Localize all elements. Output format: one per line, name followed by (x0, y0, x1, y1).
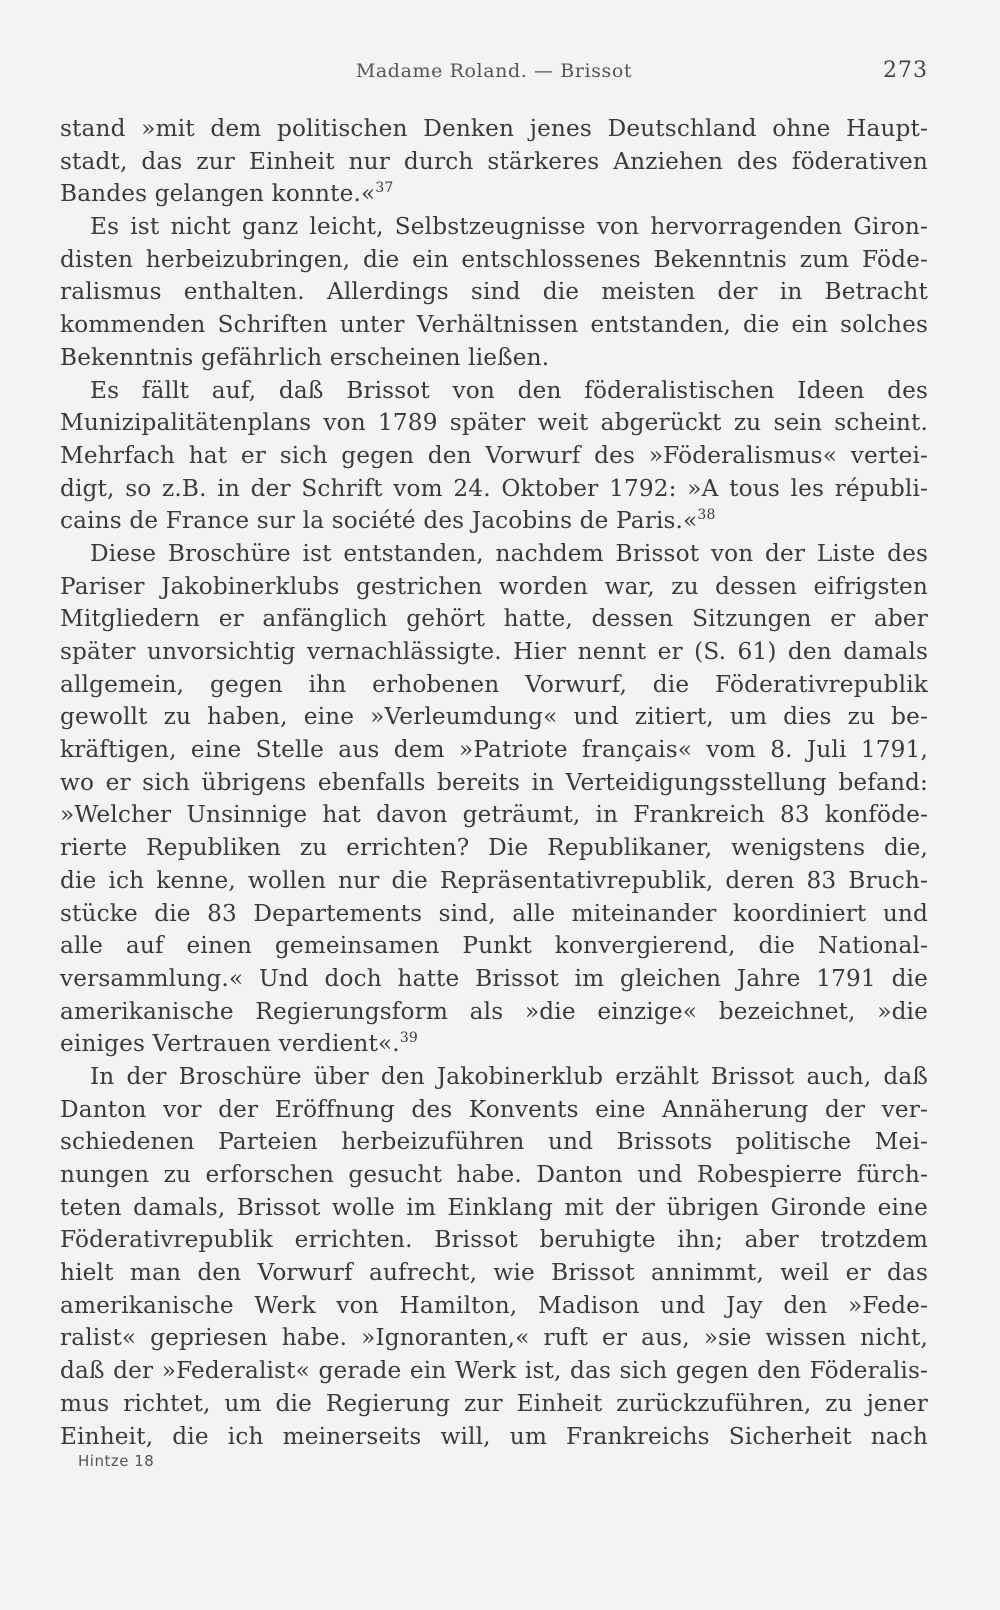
line-text: amerikanische Regierungsform als »die einzige« bezeichnet, »die (60, 997, 928, 1025)
text-line (60, 1322, 928, 1355)
text-line (60, 1224, 928, 1257)
footnote-reference: 39 (399, 1030, 418, 1047)
line-text: Diese Broschüre ist entstanden, nachdem Brissot von der Liste des (90, 539, 928, 567)
line-text: später unvorsichtig vernachlässigte. Hier nennt er (S. 61) den damals (60, 638, 928, 665)
text-line (60, 701, 928, 734)
text-line (60, 505, 928, 538)
line-text: einiges Vertrauen verdient«. (60, 1030, 400, 1058)
line-text: alle auf einen gemeinsamen Punkt konvergierend, die National- (60, 932, 928, 960)
text-line (60, 1159, 928, 1192)
text-line (60, 799, 928, 832)
text-line (60, 1126, 928, 1159)
text-line (60, 832, 928, 865)
text-line (60, 963, 928, 996)
text-line (60, 146, 928, 179)
line-text: Munizipalitätenplans von 1789 später weit abgerückt zu sein scheint. (60, 409, 928, 437)
text-line (60, 603, 928, 636)
text-line (60, 211, 928, 244)
running-head (60, 58, 928, 88)
line-text: stand »mit dem politischen Denken jenes Deutschland ohne Haupt- (60, 115, 928, 142)
line-text: teten damals, Brissot wolle im Einklang mit der übrigen Gironde eine (60, 1193, 928, 1221)
line-text: ralist« gepriesen habe. »Ignoranten,« ruft er aus, »sie wissen nicht, (60, 1324, 928, 1352)
line-text: stadt, das zur Einheit nur durch stärkeres Anziehen des föderativen (60, 147, 928, 175)
text-line (60, 734, 928, 767)
text-line (60, 309, 928, 342)
running-title: Madame Roland. — Brissot (355, 60, 633, 82)
line-text: Es ist nicht ganz leicht, Selbstzeugnisse von hervorragenden Giron- (90, 213, 928, 241)
line-text: Danton vor der Eröffnung des Konvents eine Annäherung der ver- (60, 1095, 928, 1123)
line-text: allgemein, gegen ihn erhobenen Vorwurf, die Föderativrepublik (60, 670, 928, 698)
line-text: versammlung.« Und doch hatte Brissot im gleichen Jahre 1791 die (60, 964, 928, 992)
line-text: nungen zu erforschen gesucht habe. Danton und Robespierre fürch- (60, 1161, 928, 1188)
text-line (60, 1257, 928, 1290)
line-text: digt, so z.B. in der Schrift vom 24. Oktober 1792: »A tous les républi- (60, 474, 928, 502)
text-line (60, 1192, 928, 1225)
line-text: Es fällt auf, daß Brissot von den föderalistischen Ideen des (90, 376, 928, 404)
line-text: amerikanische Werk von Hamilton, Madison und Jay den »Fede- (60, 1291, 928, 1319)
body-text (60, 113, 928, 1453)
text-line (60, 342, 928, 375)
line-text: die ich kenne, wollen nur die Repräsentativrepublik, deren 83 Bruch- (60, 866, 928, 894)
line-text: Einheit, die ich meinerseits will, um Frankreichs Sicherheit nach (60, 1422, 928, 1450)
line-text: ralismus enthalten. Allerdings sind die meisten der in Betracht (60, 278, 928, 306)
line-text: Mitgliedern er anfänglich gehört hatte, dessen Sitzungen er aber (60, 605, 928, 633)
text-line (60, 767, 928, 800)
text-line (60, 375, 928, 408)
line-text: Bandes gelangen konnte.« (60, 180, 376, 208)
text-line (60, 538, 928, 571)
line-text: In der Broschüre über den Jakobinerklub erzählt Brissot auch, daß (90, 1062, 928, 1090)
line-text: mus richtet, um die Regierung zur Einheit zurückzuführen, zu jener (60, 1389, 928, 1417)
line-text: hielt man den Vorwurf aufrecht, wie Brissot annimmt, weil er das (60, 1259, 928, 1287)
footnote-reference: 37 (375, 180, 394, 197)
line-text: kräftigen, eine Stelle aus dem »Patriote français« vom 8. Juli 1791, (60, 736, 928, 764)
footnote-reference: 38 (697, 507, 716, 524)
line-text: schiedenen Parteien herbeizuführen und Brissots politische Mei- (60, 1128, 928, 1156)
text-line (60, 930, 928, 963)
line-text: Mehrfach hat er sich gegen den Vorwurf des »Föderalismus« vertei- (60, 441, 928, 469)
text-line (60, 636, 928, 669)
printer-signature: Hintze 18 (78, 1452, 155, 1470)
text-line (60, 1421, 928, 1454)
text-line (60, 407, 928, 440)
text-line (60, 276, 928, 309)
text-line (60, 669, 928, 702)
text-line (60, 1061, 928, 1094)
line-text: kommenden Schriften unter Verhältnissen entstanden, die ein solches (60, 311, 928, 339)
text-line (60, 178, 928, 211)
line-text: Föderativrepublik errichten. Brissot beruhigte ihn; aber trotzdem (60, 1226, 928, 1254)
line-text: disten herbeizubringen, die ein entschlossenes Bekenntnis zum Föde- (60, 245, 928, 273)
text-line (60, 473, 928, 506)
text-line (60, 865, 928, 898)
line-text: »Welcher Unsinnige hat davon geträumt, in Frankreich 83 konföde- (60, 801, 928, 829)
line-text: rierte Republiken zu errichten? Die Republikaner, wenigstens die, (60, 834, 928, 862)
page-number: 273 (883, 58, 928, 83)
line-text: wo er sich übrigens ebenfalls bereits in Verteidigungsstellung befand: (60, 768, 928, 796)
text-line (60, 1028, 928, 1061)
text-line (60, 996, 928, 1029)
text-line (60, 1094, 928, 1127)
text-line (60, 113, 928, 146)
line-text: Pariser Jakobinerklubs gestrichen worden war, zu dessen eifrigsten (60, 572, 928, 600)
text-line (60, 898, 928, 931)
line-text: stücke die 83 Departements sind, alle miteinander koordiniert und (60, 899, 928, 927)
line-text: Bekenntnis gefährlich erscheinen ließen. (60, 343, 550, 371)
text-line (60, 1388, 928, 1421)
line-text: cains de France sur la société des Jacobins de Paris.« (60, 507, 698, 535)
text-line (60, 1355, 928, 1388)
text-line (60, 1290, 928, 1323)
text-line (60, 440, 928, 473)
line-text: gewollt zu haben, eine »Verleumdung« und zitiert, um dies zu be- (60, 703, 928, 731)
line-text: daß der »Federalist« gerade ein Werk ist, das sich gegen den Föderalis- (60, 1357, 928, 1385)
text-line (60, 571, 928, 604)
text-line (60, 244, 928, 277)
